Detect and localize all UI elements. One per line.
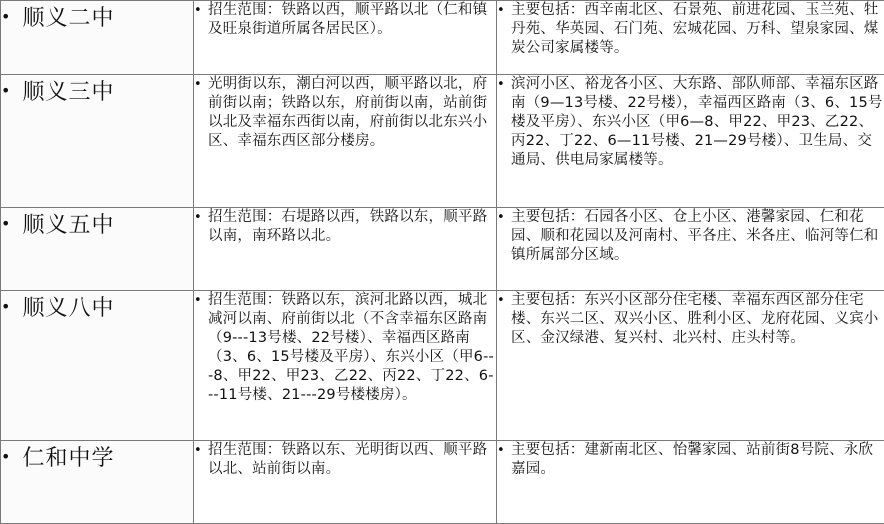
bullet-icon: • (1, 7, 10, 26)
school-cell (1, 1, 194, 75)
table-row (1, 441, 884, 524)
range-text: 光明街以东，潮白河以西，顺平路以北，府前街以南；铁路以东，府前街以南，站前街以北及幸福东西街以南，府前街以北东兴小区、幸福东西区部分楼房。 (208, 75, 496, 151)
includes-text: 主要包括：东兴小区部分住宅楼、幸福东西区部分住宅楼、东兴二区、双兴小区、胜利小区、龙府花园、义宾小区、金汉绿港、复兴村、北兴村、庄头村等。 (511, 291, 884, 348)
table-row (1, 291, 884, 441)
bullet-icon: • (497, 291, 511, 310)
range-cell (194, 291, 497, 441)
school-name: 顺义八中 (22, 291, 114, 322)
bullet-icon: • (194, 75, 208, 94)
table-row (1, 1, 884, 75)
range-cell (194, 441, 497, 524)
bullet-icon: • (194, 208, 208, 227)
range-text: 招生范围：铁路以西，顺平路以北（仁和镇及旺泉街道所属各居民区）。 (208, 1, 496, 39)
bullet-icon: • (194, 441, 208, 460)
bullet-icon: • (497, 1, 511, 20)
bullet-icon: • (497, 75, 511, 94)
includes-text: 主要包括：西辛南北区、石景苑、前进花园、玉兰苑、牡丹苑、华英园、石门苑、宏城花园、万科、望泉家园、煤炭公司家属楼等。 (511, 1, 884, 58)
includes-cell (497, 208, 884, 291)
school-name: 顺义二中 (22, 1, 114, 32)
includes-cell (497, 441, 884, 524)
bullet-icon: • (194, 291, 208, 310)
school-cell (1, 291, 194, 441)
school-name: 仁和中学 (22, 441, 114, 472)
bullet-icon: • (497, 441, 511, 460)
includes-cell (497, 75, 884, 208)
school-cell (1, 208, 194, 291)
includes-text: 主要包括：建新南北区、怡馨家园、站前街8号院、永欣嘉园。 (511, 441, 884, 479)
bullet-icon: • (194, 1, 208, 20)
range-cell (194, 208, 497, 291)
range-cell (194, 1, 497, 75)
bullet-icon: • (1, 81, 10, 100)
includes-cell (497, 1, 884, 75)
includes-cell (497, 291, 884, 441)
range-cell (194, 75, 497, 208)
range-text: 招生范围：铁路以东、光明街以西、顺平路以北、站前街以南。 (208, 441, 496, 479)
bullet-icon: • (1, 214, 10, 233)
includes-text: 滨河小区、裕龙各小区、大东路、部队师部、幸福东区路南（9—13号楼、22号楼），幸福西区路南（3、6、15号楼及平房）、东兴小区（甲6—8、甲22、甲23、乙22、丙22、丁22、6—11号楼、21—29号楼）、卫生局、交通局、供电局家属楼等。 (511, 75, 884, 170)
school-name: 顺义三中 (22, 75, 114, 106)
table-row (1, 75, 884, 208)
includes-text: 主要包括：石园各小区、仓上小区、港馨家园、仁和花园、顺和花园以及河南村、平各庄、米各庄、临河等仁和镇所属部分区域。 (511, 208, 884, 265)
bullet-icon: • (497, 208, 511, 227)
school-cell (1, 75, 194, 208)
range-text: 招生范围：铁路以东，滨河北路以西，城北减河以南、府前街以北（不含幸福东区路南（9---13号楼、22号楼）、幸福西区路南（3、6、15号楼及平房）、东兴小区（甲6---8、甲22、甲23、乙22、丙22、丁22、6---11号楼、21---29号楼楼房）。 (208, 291, 496, 405)
school-cell (1, 441, 194, 524)
bullet-icon: • (1, 297, 10, 316)
range-text: 招生范围：右堤路以西，铁路以东，顺平路以南，南环路以北。 (208, 208, 496, 246)
table-row (1, 208, 884, 291)
bullet-icon: • (1, 447, 10, 466)
school-name: 顺义五中 (22, 208, 114, 239)
